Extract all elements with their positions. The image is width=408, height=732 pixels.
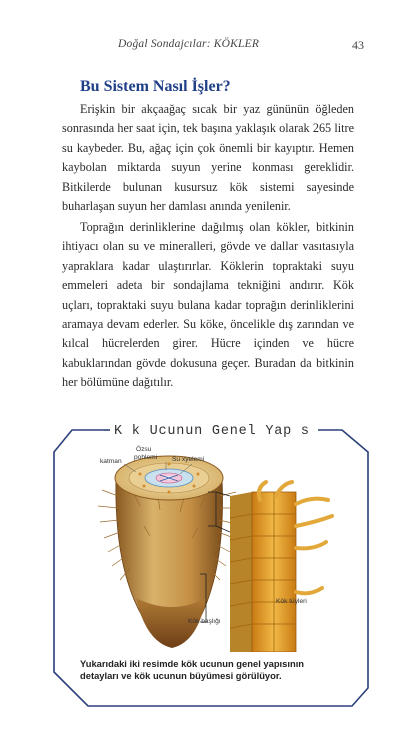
running-title: Doğal Sondajcılar: KÖKLER (118, 38, 260, 50)
label-kok-basligi: Kök başlığı (188, 618, 221, 625)
body-text (62, 100, 354, 393)
figure-title: K k Ucunun Genel Yap s (110, 424, 314, 439)
paragraph-2: Toprağın derinliklerine dağılmış olan kökler, bitkinin ihtiyacı olan su ve mineralleri, gövde ve dallar vasıtasıyla yapraklara kadar ulaştırırlar. Köklerin topraktaki suyu emmeleri adeta bir sondajlama tekniğini andırır. Kök uçları, topraktaki suyu bulana kadar toprağın derinliklerini aramaya devam ederler. Su köke, öncelikle dış zarından ve kılcal hücrelerden girer. Hücre içinden ve hücre kabuklarından gövde dokusuna geçer. Buradan da bitkinin her bölümüne dağıtılır. (62, 219, 354, 390)
running-header (0, 38, 408, 54)
section-heading: Bu Sistem Nasıl İşler? (80, 78, 231, 95)
label-ozsu-line2: pohlemi (134, 454, 158, 461)
label-katman: katman (100, 458, 122, 465)
root-tip-illustration (80, 446, 342, 652)
label-ozsu-line1: Özsu (136, 446, 152, 453)
figure-caption: Yukarıdaki iki resimde kök ucunun genel yapısının detayları ve kök ucunun büyümesi görülüyor. (80, 658, 305, 681)
label-kok-tuyleri: Kök tüyleri (276, 598, 307, 605)
page-number: 43 (352, 38, 364, 52)
paragraph-1: Erişkin bir akçaağaç sıcak bir yaz gününün öğleden sonrasında her saat için, tek başına yaklaşık olarak 265 litre su kaybeder. Bu, ağaç için çok önemli bir kayıptır. Hemen kaybolan miktarda suyun yerine konması gereklidir. Bitkilerde bulunan kusursuz kök sistemi sayesinde buharlaşan suyun her damlası anında yenilenir. (62, 102, 354, 214)
label-su-xyelemi: Su xyelemi (172, 456, 205, 463)
